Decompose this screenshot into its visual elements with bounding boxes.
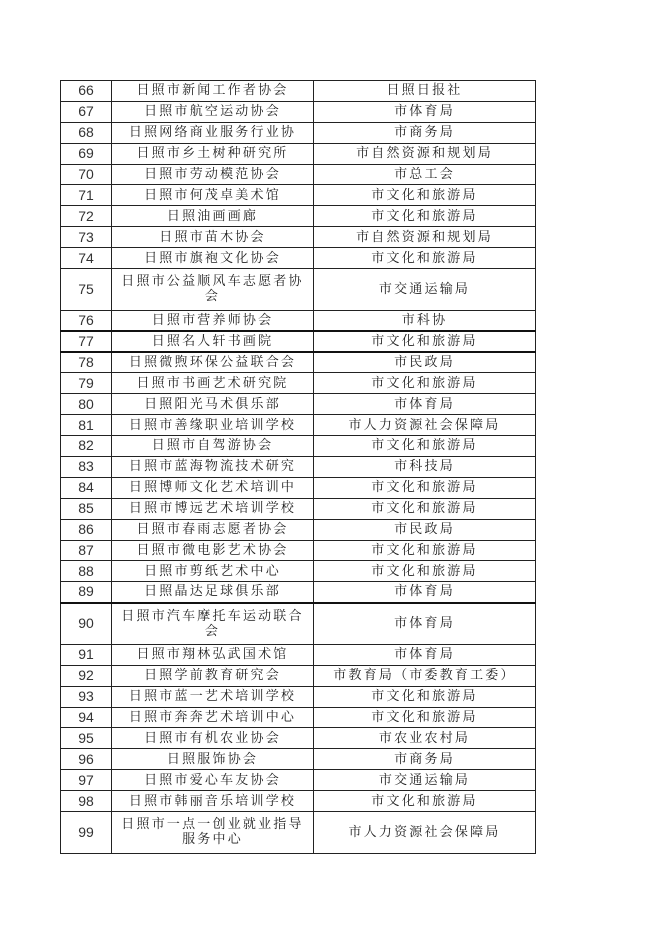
row-number: 99 bbox=[61, 811, 112, 853]
organization-name: 日照微煦环保公益联合会 bbox=[112, 352, 314, 373]
supervising-department: 市自然资源和规划局 bbox=[314, 227, 536, 248]
organization-name: 日照名人轩书画院 bbox=[112, 331, 314, 352]
row-number: 77 bbox=[61, 331, 112, 352]
supervising-department: 市文化和旅游局 bbox=[314, 686, 536, 707]
table-row bbox=[61, 603, 536, 645]
organization-name: 日照市书画艺术研究院 bbox=[112, 373, 314, 394]
row-number: 90 bbox=[61, 603, 112, 645]
supervising-department: 市体育局 bbox=[314, 582, 536, 603]
organization-name: 日照市蓝一艺术培训学校 bbox=[112, 686, 314, 707]
row-number: 83 bbox=[61, 456, 112, 477]
table-row bbox=[61, 811, 536, 853]
supervising-department: 市文化和旅游局 bbox=[314, 331, 536, 352]
table-row bbox=[61, 644, 536, 665]
organization-name: 日照市博远艺术培训学校 bbox=[112, 498, 314, 519]
supervising-department: 日照日报社 bbox=[314, 81, 536, 102]
table-row bbox=[61, 352, 536, 373]
supervising-department: 市文化和旅游局 bbox=[314, 540, 536, 561]
organization-name: 日照市苗木协会 bbox=[112, 227, 314, 248]
table-row bbox=[61, 331, 536, 352]
supervising-department: 市科协 bbox=[314, 310, 536, 331]
table-row bbox=[61, 373, 536, 394]
supervising-department: 市文化和旅游局 bbox=[314, 436, 536, 457]
organization-name: 日照晶达足球俱乐部 bbox=[112, 582, 314, 603]
organization-name: 日照市翔林弘武国术馆 bbox=[112, 644, 314, 665]
organization-name: 日照阳光马术俱乐部 bbox=[112, 394, 314, 415]
row-number: 92 bbox=[61, 665, 112, 686]
table-row bbox=[61, 436, 536, 457]
supervising-department: 市民政局 bbox=[314, 519, 536, 540]
supervising-department: 市民政局 bbox=[314, 352, 536, 373]
organization-name: 日照市奔奔艺术培训中心 bbox=[112, 707, 314, 728]
organization-name: 日照市微电影艺术协会 bbox=[112, 540, 314, 561]
row-number: 86 bbox=[61, 519, 112, 540]
table-row bbox=[61, 728, 536, 749]
organization-name: 日照市爱心车友协会 bbox=[112, 770, 314, 791]
supervising-department: 市农业农村局 bbox=[314, 728, 536, 749]
table-row bbox=[61, 540, 536, 561]
organization-name: 日照市何茂卓美术馆 bbox=[112, 185, 314, 206]
supervising-department: 市商务局 bbox=[314, 122, 536, 143]
row-number: 82 bbox=[61, 436, 112, 457]
supervising-department: 市教育局（市委教育工委） bbox=[314, 665, 536, 686]
table-row bbox=[61, 164, 536, 185]
row-number: 87 bbox=[61, 540, 112, 561]
row-number: 80 bbox=[61, 394, 112, 415]
row-number: 67 bbox=[61, 101, 112, 122]
organization-name: 日照市旗袍文化协会 bbox=[112, 248, 314, 269]
table-row bbox=[61, 122, 536, 143]
organization-name: 日照市自驾游协会 bbox=[112, 436, 314, 457]
row-number: 81 bbox=[61, 415, 112, 436]
row-number: 78 bbox=[61, 352, 112, 373]
supervising-department: 市总工会 bbox=[314, 164, 536, 185]
supervising-department: 市文化和旅游局 bbox=[314, 477, 536, 498]
row-number: 74 bbox=[61, 248, 112, 269]
supervising-department: 市体育局 bbox=[314, 394, 536, 415]
row-number: 89 bbox=[61, 582, 112, 603]
table-row bbox=[61, 749, 536, 770]
organization-name: 日照市蓝海物流技术研究 bbox=[112, 456, 314, 477]
table-row bbox=[61, 665, 536, 686]
row-number: 97 bbox=[61, 770, 112, 791]
organization-name: 日照市善缘职业培训学校 bbox=[112, 415, 314, 436]
supervising-department: 市文化和旅游局 bbox=[314, 373, 536, 394]
supervising-department: 市人力资源社会保障局 bbox=[314, 415, 536, 436]
table-row bbox=[61, 686, 536, 707]
table-row bbox=[61, 707, 536, 728]
table-row bbox=[61, 185, 536, 206]
supervising-department: 市体育局 bbox=[314, 603, 536, 645]
row-number: 95 bbox=[61, 728, 112, 749]
table-row bbox=[61, 498, 536, 519]
organization-name: 日照市剪纸艺术中心 bbox=[112, 561, 314, 582]
table-row bbox=[61, 269, 536, 311]
organization-name: 日照市新闻工作者协会 bbox=[112, 81, 314, 102]
organization-table bbox=[60, 80, 536, 854]
row-number: 68 bbox=[61, 122, 112, 143]
row-number: 88 bbox=[61, 561, 112, 582]
supervising-department: 市文化和旅游局 bbox=[314, 561, 536, 582]
table-row bbox=[61, 477, 536, 498]
supervising-department: 市商务局 bbox=[314, 749, 536, 770]
table-row bbox=[61, 248, 536, 269]
supervising-department: 市文化和旅游局 bbox=[314, 248, 536, 269]
supervising-department: 市文化和旅游局 bbox=[314, 498, 536, 519]
organization-name: 日照市营养师协会 bbox=[112, 310, 314, 331]
table-row bbox=[61, 81, 536, 102]
supervising-department: 市体育局 bbox=[314, 644, 536, 665]
organization-name: 日照市航空运动协会 bbox=[112, 101, 314, 122]
row-number: 79 bbox=[61, 373, 112, 394]
table-row bbox=[61, 227, 536, 248]
row-number: 84 bbox=[61, 477, 112, 498]
organization-name: 日照市汽车摩托车运动联合会 bbox=[112, 603, 314, 645]
organization-name: 日照油画画廊 bbox=[112, 206, 314, 227]
row-number: 98 bbox=[61, 791, 112, 812]
organization-name: 日照市公益顺风车志愿者协会 bbox=[112, 269, 314, 311]
table-row bbox=[61, 519, 536, 540]
supervising-department: 市科技局 bbox=[314, 456, 536, 477]
organization-name: 日照市乡土树种研究所 bbox=[112, 143, 314, 164]
row-number: 72 bbox=[61, 206, 112, 227]
supervising-department: 市自然资源和规划局 bbox=[314, 143, 536, 164]
table-row bbox=[61, 394, 536, 415]
table-body bbox=[61, 81, 536, 854]
table-row bbox=[61, 770, 536, 791]
supervising-department: 市体育局 bbox=[314, 101, 536, 122]
row-number: 70 bbox=[61, 164, 112, 185]
supervising-department: 市文化和旅游局 bbox=[314, 707, 536, 728]
table-row bbox=[61, 791, 536, 812]
table-row bbox=[61, 561, 536, 582]
organization-name: 日照市韩丽音乐培训学校 bbox=[112, 791, 314, 812]
row-number: 71 bbox=[61, 185, 112, 206]
row-number: 94 bbox=[61, 707, 112, 728]
supervising-department: 市文化和旅游局 bbox=[314, 185, 536, 206]
table-row bbox=[61, 456, 536, 477]
organization-name: 日照市劳动模范协会 bbox=[112, 164, 314, 185]
row-number: 69 bbox=[61, 143, 112, 164]
organization-name: 日照市一点一创业就业指导服务中心 bbox=[112, 811, 314, 853]
organization-name: 日照市有机农业协会 bbox=[112, 728, 314, 749]
table-row bbox=[61, 143, 536, 164]
supervising-department: 市人力资源社会保障局 bbox=[314, 811, 536, 853]
organization-name: 日照市春雨志愿者协会 bbox=[112, 519, 314, 540]
supervising-department: 市交通运输局 bbox=[314, 269, 536, 311]
table-row bbox=[61, 310, 536, 331]
organization-name: 日照学前教育研究会 bbox=[112, 665, 314, 686]
organization-name: 日照服饰协会 bbox=[112, 749, 314, 770]
row-number: 66 bbox=[61, 81, 112, 102]
row-number: 93 bbox=[61, 686, 112, 707]
row-number: 73 bbox=[61, 227, 112, 248]
supervising-department: 市交通运输局 bbox=[314, 770, 536, 791]
supervising-department: 市文化和旅游局 bbox=[314, 206, 536, 227]
organization-name: 日照博师文化艺术培训中 bbox=[112, 477, 314, 498]
row-number: 91 bbox=[61, 644, 112, 665]
supervising-department: 市文化和旅游局 bbox=[314, 791, 536, 812]
row-number: 76 bbox=[61, 310, 112, 331]
table-row bbox=[61, 582, 536, 603]
table-row bbox=[61, 206, 536, 227]
row-number: 85 bbox=[61, 498, 112, 519]
table-row bbox=[61, 101, 536, 122]
organization-name: 日照网络商业服务行业协 bbox=[112, 122, 314, 143]
row-number: 75 bbox=[61, 269, 112, 311]
table-row bbox=[61, 415, 536, 436]
row-number: 96 bbox=[61, 749, 112, 770]
